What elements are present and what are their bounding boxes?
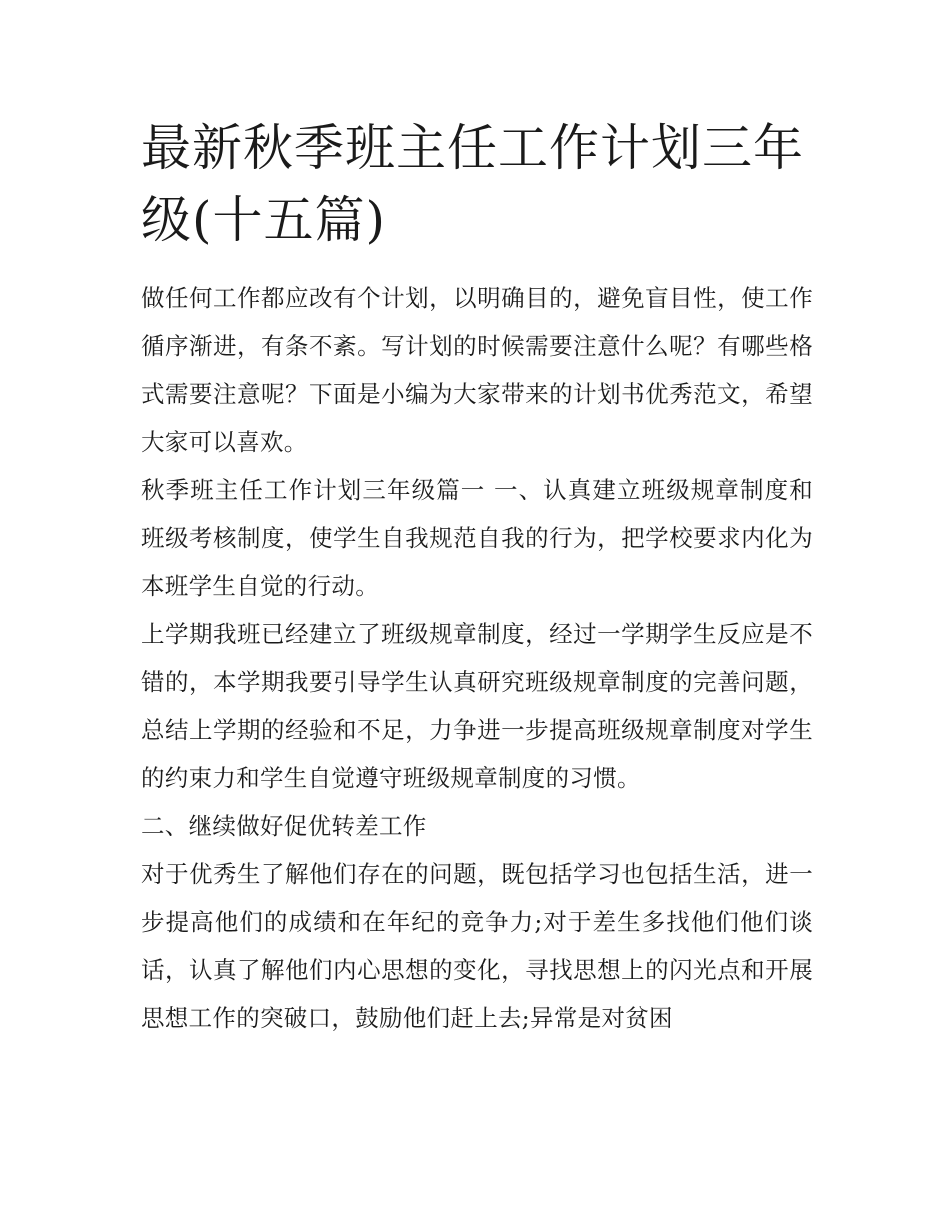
intro-paragraph: 做任何工作都应改有个计划，以明确目的，避免盲目性，使工作循序渐进，有条不紊。写计划的时候需要注意什么呢？有哪些格式需要注意呢？下面是小编为大家带来的计划书优秀范文，希望大家可以喜欢。 — [141, 284, 813, 456]
student-support-paragraph: 对于优秀生了解他们存在的问题，既包括学习也包括生活，进一步提高他们的成绩和在年纪的竞争力;对于差生多找他们他们谈话，认真了解他们内心思想的变化，寻找思想上的闪光点和开展思想工作的突破口，鼓励他们赶上去;异常是对贫困 — [141, 860, 813, 1032]
section-one-paragraph: 秋季班主任工作计划三年级篇一 一、认真建立班级规章制度和班级考核制度，使学生自我规范自我的行为，把学校要求内化为本班学生自觉的行动。 — [141, 476, 813, 600]
document-title: 最新秋季班主任工作计划三年级(十五篇) — [141, 119, 804, 249]
previous-term-paragraph: 上学期我班已经建立了班级规章制度，经过一学期学生反应是不错的，本学期我要引导学生认真研究班级规章制度的完善问题，总结上学期的经验和不足，力争进一步提高班级规章制度对学生的约束力和学生自觉遵守班级规章制度的习惯。 — [141, 620, 813, 792]
section-two-heading: 二、继续做好促优转差工作 — [141, 812, 427, 840]
document-body — [141, 112, 813, 1042]
